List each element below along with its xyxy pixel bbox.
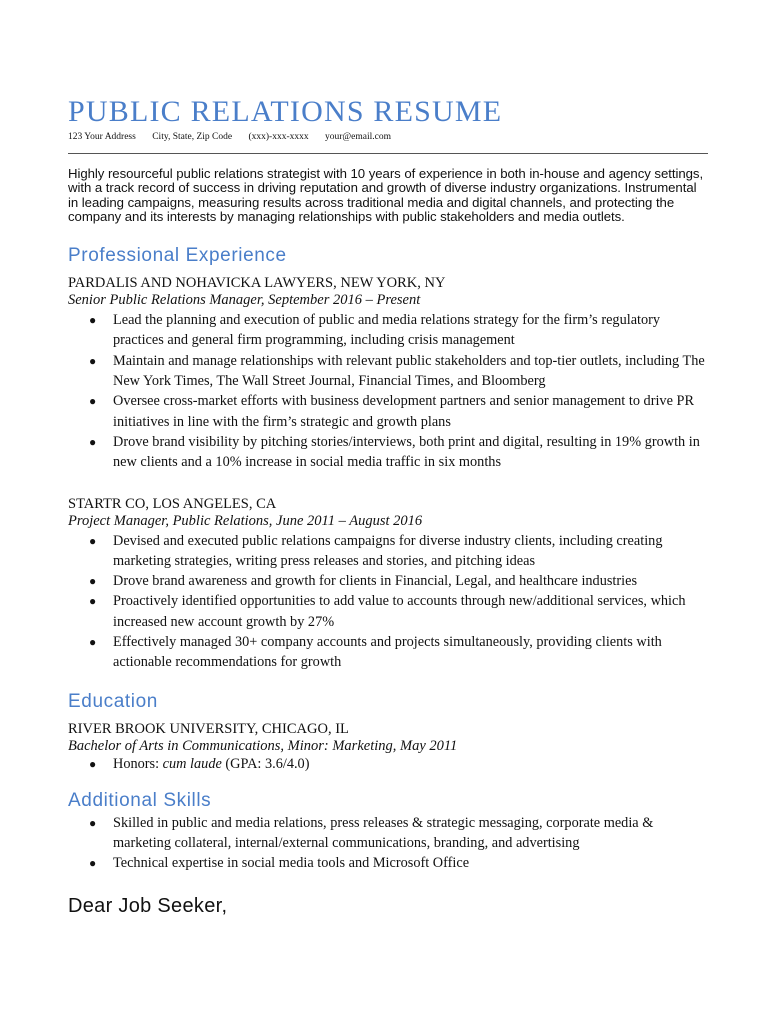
bullet-text: Drove brand awareness and growth for clients in Financial, Legal, and healthcare industries <box>113 573 638 590</box>
contact-phone: (xxx)-xxx-xxxx <box>248 132 309 142</box>
list-item <box>68 591 708 632</box>
bullet-dot-icon: ● <box>89 574 97 589</box>
resume-title: PUBLIC RELATIONS RESUME <box>68 95 503 128</box>
experience-heading: Professional Experience <box>68 245 287 267</box>
education-heading: Education <box>68 690 158 712</box>
bullet-text: Proactively identified opportunities to add value to accounts through new/additional services, which increased new account growth by 27% <box>113 593 686 630</box>
resume-page <box>68 94 708 918</box>
contact-email: your@email.com <box>325 132 391 142</box>
bullet-dot-icon: ● <box>89 856 97 871</box>
bullet-text: Skilled in public and media relations, press releases & strategic messaging, corporate media & marketing collateral, internal/external communications, branding, and advertising <box>113 814 654 851</box>
bullet-text: Maintain and manage relationships with relevant public stakeholders and top-tier outlets, including The New York Times, The Wall Street Journal, Financial Times, and Bloomberg <box>113 352 705 390</box>
list-item <box>68 351 708 392</box>
job-entry <box>68 274 708 472</box>
list-item <box>68 632 708 673</box>
list-item <box>68 432 708 473</box>
skills-bullets <box>68 813 708 874</box>
bullet-text: Devised and executed public relations campaigns for diverse industry clients, including creating marketing strategies, writing press releases and stories, and pitching ideas <box>113 532 663 569</box>
honors-prefix: Honors: <box>113 755 163 772</box>
bullet-text: Technical expertise in social media tools and Microsoft Office <box>113 855 470 872</box>
list-item <box>68 391 708 432</box>
letter-salutation: Dear Job Seeker, <box>68 894 228 917</box>
bullet-text: Oversee cross-market efforts with business development partners and senior management to drive PR initiatives in line with the firm’s strategic and growth plans <box>113 393 694 430</box>
job-bullets <box>68 531 708 673</box>
bullet-dot-icon: ● <box>89 353 97 368</box>
bullet-dot-icon: ● <box>89 394 97 409</box>
list-item <box>68 531 708 572</box>
bullet-dot-icon: ● <box>89 635 97 650</box>
education-bullets <box>68 756 708 773</box>
bullet-dot-icon: ● <box>89 434 97 449</box>
job-role: Project Manager, Public Relations, June 2011 – August 2016 <box>68 512 423 529</box>
job-bullets <box>68 310 708 472</box>
contact-city: City, State, Zip Code <box>152 132 233 142</box>
bullet-dot-icon: ● <box>89 815 97 830</box>
job-entry <box>68 495 708 673</box>
bullet-dot-icon: ● <box>89 313 97 328</box>
contact-address: 123 Your Address <box>68 132 136 142</box>
summary-paragraph: Highly resourceful public relations strategist with 10 years of experience in both in-house and agency settings, with a track record of success in driving reputation and growth of diverse industry organizations. Instrumental in leading campaigns, measuring results across traditional media and digital channels, and protecting the company and its interests by managing relationships with public stakeholders and media outlets. <box>68 166 704 224</box>
bullet-dot-icon: ● <box>89 533 97 548</box>
honors-gpa: (GPA: 3.6/4.0) <box>221 755 310 772</box>
list-item <box>68 756 708 773</box>
education-school: RIVER BROOK UNIVERSITY, CHICAGO, IL <box>68 720 349 737</box>
honors-latin: cum laude <box>162 755 222 772</box>
bullet-dot-icon: ● <box>89 756 97 771</box>
bullet-text: Effectively managed 30+ company accounts and projects simultaneously, providing clients with actionable recommendations for growth <box>113 634 662 671</box>
skills-heading: Additional Skills <box>68 789 212 811</box>
job-employer: PARDALIS AND NOHAVICKA LAWYERS, NEW YORK, NY <box>68 275 446 292</box>
bullet-text: Lead the planning and execution of public and media relations strategy for the firm’s regulatory practices and general firm programming, including crisis management <box>113 312 661 349</box>
list-item <box>68 813 708 854</box>
job-role: Senior Public Relations Manager, September 2016 – Present <box>68 292 421 309</box>
education-degree: Bachelor of Arts in Communications, Minor: Marketing, May 2011 <box>68 737 458 754</box>
list-item <box>68 571 708 591</box>
header-divider <box>68 153 708 154</box>
list-item <box>68 310 708 351</box>
education-entry <box>68 720 708 773</box>
contact-line <box>68 131 708 143</box>
bullet-dot-icon: ● <box>89 594 97 609</box>
job-employer: STARTR CO, LOS ANGELES, CA <box>68 495 277 512</box>
bullet-text: Drove brand visibility by pitching stories/interviews, both print and digital, resulting in 19% growth in new clients and a 10% increase in social media traffic in six months <box>113 433 700 471</box>
list-item <box>68 853 708 873</box>
